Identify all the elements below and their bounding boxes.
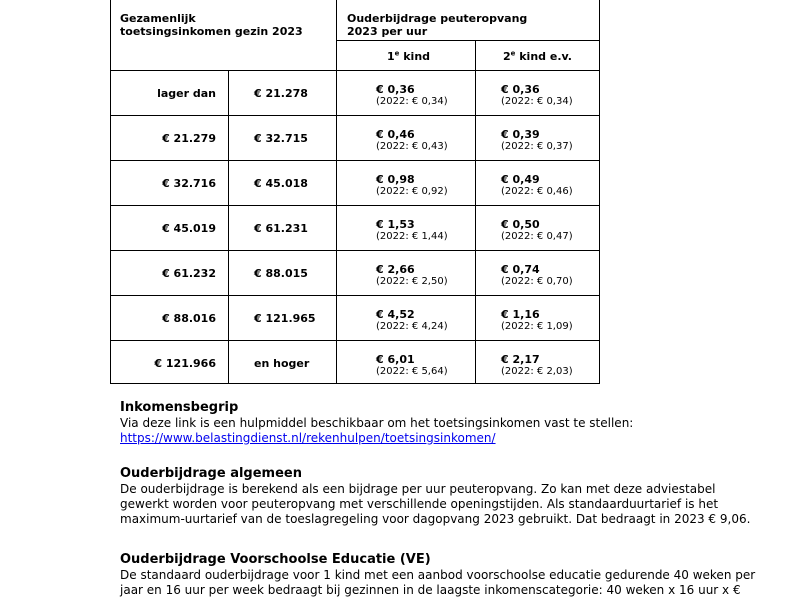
section-heading: Inkomensbegrip [120,400,239,415]
section-heading: Ouderbijdrage algemeen [120,466,302,481]
income-from: € 121.966 [154,357,216,370]
row-divider [336,40,599,41]
section-text: De ouderbijdrage is berekend als een bijdrage per uur peuteropvang. Zo kan met deze adviestabel gewerkt worden voor peuteropvang met verschillende openingstijden. Als standaarduurtarief is het maximum-uurtarief van de toeslagregeling voor dagopvang 2023 gebruikt. Dat bedraagt in 2023 € 9,06. [120,482,751,526]
row-divider [111,160,599,161]
income-to: € 32.715 [254,132,308,145]
income-from: € 61.232 [162,267,216,280]
second-child-prev-rate: (2022: € 1,09) [501,321,573,332]
row-divider [111,340,599,341]
income-to: € 121.965 [254,312,316,325]
header-second-child: 2e kind e.v. [503,49,572,63]
income-from: € 32.716 [162,177,216,190]
first-child-prev-rate: (2022: € 4,24) [376,321,448,332]
first-child-rate: € 0,46 [376,128,415,141]
first-child-rate: € 0,98 [376,173,415,186]
header-contribution: Ouderbijdrage peuteropvang 2023 per uur [347,12,528,38]
income-from: € 88.016 [162,312,216,325]
contribution-table [110,0,600,384]
second-child-prev-rate: (2022: € 2,03) [501,366,573,377]
section-inkomensbegrip [120,400,760,446]
toetsingsinkomen-link[interactable]: https://www.belastingdienst.nl/rekenhulpen/toetsingsinkomen/ [120,431,496,445]
row-divider [111,70,599,71]
second-child-prev-rate: (2022: € 0,34) [501,96,573,107]
second-child-rate: € 0,39 [501,128,540,141]
second-child-rate: € 0,36 [501,83,540,96]
col-divider-main [336,0,337,383]
section-text: Via deze link is een hulpmiddel beschikbaar om het toetsingsinkomen vast te stellen: [120,416,634,430]
income-to: € 88.015 [254,267,308,280]
row-divider [111,205,599,206]
first-child-prev-rate: (2022: € 1,44) [376,231,448,242]
income-from: € 21.279 [162,132,216,145]
first-child-rate: € 1,53 [376,218,415,231]
row-divider [111,250,599,251]
first-child-prev-rate: (2022: € 0,34) [376,96,448,107]
second-child-rate: € 0,74 [501,263,540,276]
section-text: De standaard ouderbijdrage voor 1 kind met een aanbod voorschoolse educatie gedurende 40 weken per jaar en 16 uur per week bedraagt bij gezinnen in de laagste inkomenscategorie: 40 weken x 16 uur x € [120,568,756,597]
first-child-prev-rate: (2022: € 0,43) [376,141,448,152]
first-child-prev-rate: (2022: € 5,64) [376,366,448,377]
income-to: € 21.278 [254,87,308,100]
income-to: € 61.231 [254,222,308,235]
row-divider [111,295,599,296]
header-income: Gezamenlijk toetsingsinkomen gezin 2023 [120,12,303,38]
first-child-prev-rate: (2022: € 2,50) [376,276,448,287]
second-child-prev-rate: (2022: € 0,47) [501,231,573,242]
first-child-prev-rate: (2022: € 0,92) [376,186,448,197]
col-divider-children [475,40,476,383]
section-algemeen [120,466,760,527]
first-child-rate: € 0,36 [376,83,415,96]
row-divider [111,115,599,116]
second-child-prev-rate: (2022: € 0,46) [501,186,573,197]
header-first-child: 1e kind [387,49,431,63]
second-child-rate: € 0,49 [501,173,540,186]
first-child-rate: € 2,66 [376,263,415,276]
first-child-rate: € 6,01 [376,353,415,366]
income-from: € 45.019 [162,222,216,235]
first-child-rate: € 4,52 [376,308,415,321]
second-child-rate: € 2,17 [501,353,540,366]
col-divider-income [228,70,229,383]
income-to: en hoger [254,357,310,370]
income-to: € 45.018 [254,177,308,190]
second-child-prev-rate: (2022: € 0,70) [501,276,573,287]
section-ve [120,552,760,598]
second-child-prev-rate: (2022: € 0,37) [501,141,573,152]
second-child-rate: € 0,50 [501,218,540,231]
section-heading: Ouderbijdrage Voorschoolse Educatie (VE) [120,552,431,567]
income-from: lager dan [157,87,216,100]
second-child-rate: € 1,16 [501,308,540,321]
